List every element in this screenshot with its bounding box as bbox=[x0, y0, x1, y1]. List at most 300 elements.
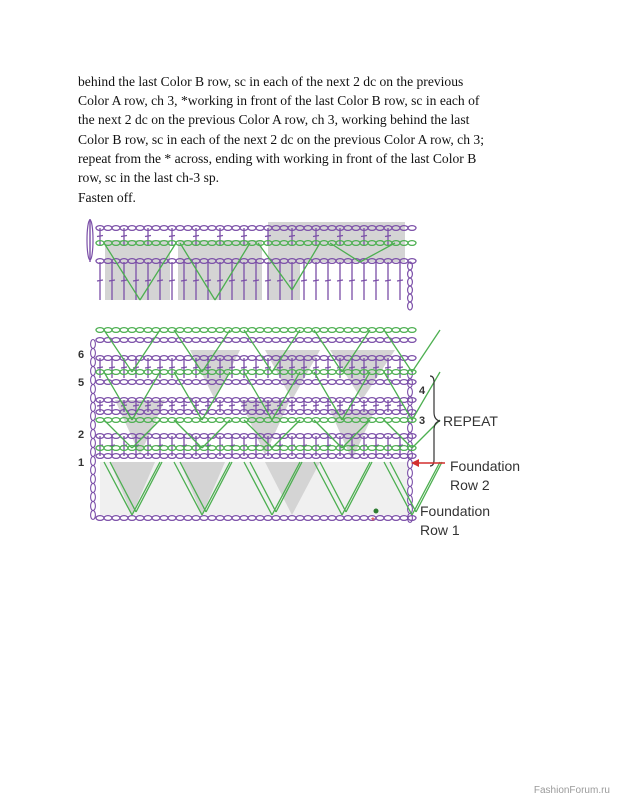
foundation-row-1-label: Foundation bbox=[420, 503, 491, 519]
chain-stitch bbox=[408, 226, 416, 231]
chain-stitch bbox=[104, 410, 112, 415]
chain-stitch bbox=[272, 380, 280, 385]
chain-stitch bbox=[256, 516, 264, 521]
chain-stitch bbox=[296, 398, 304, 403]
chain-stitch bbox=[272, 516, 280, 521]
chain-stitch bbox=[240, 338, 248, 343]
chain-stitch bbox=[232, 338, 240, 343]
stitch-cross bbox=[109, 367, 115, 368]
chain-stitch bbox=[248, 356, 256, 361]
chain-stitch bbox=[280, 454, 288, 459]
stitch-cross bbox=[169, 236, 175, 237]
fasten-off-text: Fasten off. bbox=[78, 190, 136, 205]
chain-stitch bbox=[248, 328, 256, 333]
chain-stitch bbox=[328, 370, 336, 375]
chain-stitch bbox=[208, 410, 216, 415]
stitch-cross bbox=[313, 280, 319, 281]
stitch-cross bbox=[397, 367, 403, 368]
chain-stitch bbox=[91, 403, 96, 412]
chain-stitch bbox=[256, 380, 264, 385]
chain-stitch bbox=[320, 398, 328, 403]
chain-stitch bbox=[296, 434, 304, 439]
chain-stitch bbox=[312, 328, 320, 333]
chain-stitch bbox=[136, 370, 144, 375]
chain-stitch bbox=[91, 367, 96, 376]
chain-stitch bbox=[208, 454, 216, 459]
chain-stitch bbox=[168, 338, 176, 343]
chain-stitch bbox=[184, 446, 192, 451]
chain-stitch bbox=[232, 516, 240, 521]
chain-stitch bbox=[128, 226, 136, 231]
row-number-2: 2 bbox=[78, 429, 85, 441]
chain-stitch bbox=[224, 410, 232, 415]
chain-stitch bbox=[216, 418, 224, 423]
stitch-cross bbox=[97, 367, 103, 368]
stitch-cross bbox=[169, 367, 175, 368]
chain-stitch bbox=[160, 446, 168, 451]
chain-stitch bbox=[392, 370, 400, 375]
chain-stitch bbox=[336, 380, 344, 385]
stitch-cross bbox=[97, 405, 103, 406]
chain-stitch bbox=[152, 454, 160, 459]
chain-stitch bbox=[208, 446, 216, 451]
chain-stitch bbox=[184, 380, 192, 385]
stitch-cross bbox=[97, 236, 103, 237]
chain-stitch bbox=[400, 454, 408, 459]
chain-stitch bbox=[256, 226, 264, 231]
stitch-cross bbox=[325, 405, 331, 406]
chain-stitch bbox=[168, 380, 176, 385]
chain-stitch bbox=[91, 421, 96, 430]
chain-stitch bbox=[112, 338, 120, 343]
chain-stitch bbox=[384, 516, 392, 521]
chain-stitch bbox=[152, 434, 160, 439]
chain-stitch bbox=[176, 446, 184, 451]
chain-stitch bbox=[232, 370, 240, 375]
chain-stitch bbox=[408, 478, 413, 487]
chain-stitch bbox=[320, 418, 328, 423]
chain-stitch bbox=[104, 226, 112, 231]
chain-stitch bbox=[304, 418, 312, 423]
stitch-cross bbox=[157, 367, 163, 368]
chain-stitch bbox=[192, 380, 200, 385]
chain-stitch bbox=[120, 380, 128, 385]
chain-stitch bbox=[352, 328, 360, 333]
chain-stitch bbox=[176, 398, 184, 403]
chain-stitch bbox=[176, 516, 184, 521]
chain-stitch bbox=[400, 446, 408, 451]
stitch-cross bbox=[169, 405, 175, 406]
chain-stitch bbox=[392, 356, 400, 361]
chain-stitch bbox=[296, 446, 304, 451]
stitch-cross bbox=[193, 236, 199, 237]
chain-stitch bbox=[376, 398, 384, 403]
chain-stitch bbox=[152, 446, 160, 451]
chain-stitch bbox=[328, 328, 336, 333]
stitch-cross bbox=[145, 367, 151, 368]
chain-stitch bbox=[304, 516, 312, 521]
chain-stitch bbox=[280, 418, 288, 423]
chain-stitch bbox=[176, 370, 184, 375]
stitch-cross bbox=[373, 405, 379, 406]
chain-stitch bbox=[280, 338, 288, 343]
stitch-cross bbox=[349, 280, 355, 281]
chain-stitch bbox=[336, 328, 344, 333]
chain-stitch bbox=[328, 446, 336, 451]
instruction-line: row, sc in the last ch-3 sp. bbox=[78, 170, 220, 186]
stitch-cross bbox=[385, 405, 391, 406]
chain-stitch bbox=[144, 338, 152, 343]
chain-stitch bbox=[160, 516, 168, 521]
chain-stitch bbox=[176, 418, 184, 423]
chain-stitch bbox=[224, 328, 232, 333]
chain-stitch bbox=[400, 338, 408, 343]
chain-stitch bbox=[408, 460, 413, 469]
instruction-line: Color B row, sc in each of the next 2 dc on the previous Color A row, ch 3; bbox=[78, 131, 484, 147]
stitch-cross bbox=[121, 367, 127, 368]
chain-stitch bbox=[264, 328, 272, 333]
chain-stitch bbox=[320, 356, 328, 361]
chain-stitch bbox=[376, 516, 384, 521]
chain-stitch bbox=[112, 446, 120, 451]
stitch-cross bbox=[289, 405, 295, 406]
chain-stitch bbox=[200, 338, 208, 343]
chain-stitch bbox=[408, 294, 413, 302]
chain-stitch bbox=[272, 328, 280, 333]
stitch-cross bbox=[181, 405, 187, 406]
chain-stitch bbox=[120, 516, 128, 521]
stitch-cross bbox=[337, 280, 343, 281]
chain-stitch bbox=[336, 338, 344, 343]
chain-stitch bbox=[216, 328, 224, 333]
stitch-cross bbox=[301, 405, 307, 406]
chain-stitch bbox=[408, 270, 413, 278]
chain-stitch bbox=[280, 446, 288, 451]
chain-stitch bbox=[104, 516, 112, 521]
chain-stitch bbox=[112, 516, 120, 521]
chain-stitch bbox=[91, 430, 96, 439]
stitch-cross bbox=[313, 405, 319, 406]
chain-stitch bbox=[200, 328, 208, 333]
chain-stitch bbox=[320, 454, 328, 459]
stitch-diagonal bbox=[412, 330, 440, 372]
chain-stitch bbox=[96, 516, 104, 521]
chain-stitch bbox=[216, 516, 224, 521]
foundation-row-1-label: Row 1 bbox=[420, 522, 460, 538]
chain-stitch bbox=[232, 380, 240, 385]
chain-stitch bbox=[176, 454, 184, 459]
chain-stitch bbox=[176, 328, 184, 333]
chain-stitch bbox=[320, 434, 328, 439]
chain-stitch bbox=[184, 454, 192, 459]
instruction-line: repeat from the * across, ending with working in front of the last Color B bbox=[78, 150, 477, 166]
chain-stitch bbox=[264, 380, 272, 385]
stitch-cross bbox=[373, 280, 379, 281]
chain-stitch bbox=[392, 338, 400, 343]
chain-stitch bbox=[136, 516, 144, 521]
chain-stitch bbox=[184, 226, 192, 231]
chain-stitch bbox=[400, 516, 408, 521]
chain-stitch bbox=[192, 328, 200, 333]
chain-stitch bbox=[272, 454, 280, 459]
chain-stitch bbox=[91, 475, 96, 484]
chain-stitch bbox=[400, 328, 408, 333]
chain-stitch bbox=[91, 457, 96, 466]
chain-stitch bbox=[224, 446, 232, 451]
chain-stitch bbox=[232, 398, 240, 403]
chain-stitch bbox=[240, 380, 248, 385]
chain-stitch bbox=[392, 418, 400, 423]
chain-stitch bbox=[336, 516, 344, 521]
chain-stitch bbox=[328, 338, 336, 343]
chain-stitch bbox=[392, 410, 400, 415]
stitch-cross bbox=[337, 405, 343, 406]
chain-stitch bbox=[184, 516, 192, 521]
chain-stitch bbox=[184, 338, 192, 343]
stitch-cross bbox=[361, 405, 367, 406]
chain-stitch bbox=[296, 410, 304, 415]
chain-stitch bbox=[160, 328, 168, 333]
chain-stitch bbox=[368, 434, 376, 439]
chain-stitch bbox=[248, 446, 256, 451]
chain-stitch bbox=[400, 380, 408, 385]
chain-stitch bbox=[392, 446, 400, 451]
chain-stitch bbox=[264, 516, 272, 521]
chain-stitch bbox=[91, 466, 96, 475]
chain-stitch bbox=[328, 454, 336, 459]
chain-stitch bbox=[240, 516, 248, 521]
stitch-cross bbox=[109, 405, 115, 406]
chain-stitch bbox=[120, 338, 128, 343]
chain-stitch bbox=[288, 328, 296, 333]
chain-stitch bbox=[91, 376, 96, 385]
chain-stitch bbox=[224, 454, 232, 459]
chain-stitch bbox=[224, 226, 232, 231]
chain-stitch bbox=[91, 412, 96, 421]
start-marker-icon: * bbox=[371, 516, 375, 527]
chain-stitch bbox=[408, 356, 416, 361]
chain-stitch bbox=[400, 370, 408, 375]
chain-stitch bbox=[104, 446, 112, 451]
chain-stitch bbox=[296, 338, 304, 343]
instruction-line: behind the last Color B row, sc in each of the next 2 dc on the previous bbox=[78, 74, 464, 89]
chain-stitch bbox=[408, 338, 416, 343]
chain-stitch bbox=[176, 410, 184, 415]
chain-stitch bbox=[288, 418, 296, 423]
chain-stitch bbox=[128, 328, 136, 333]
chain-stitch bbox=[208, 338, 216, 343]
chain-stitch bbox=[160, 338, 168, 343]
chain-stitch bbox=[104, 356, 112, 361]
chain-stitch bbox=[232, 328, 240, 333]
chain-stitch bbox=[256, 328, 264, 333]
chain-stitch bbox=[176, 356, 184, 361]
chain-stitch bbox=[264, 338, 272, 343]
chain-stitch bbox=[160, 380, 168, 385]
chart-top-partial bbox=[87, 219, 416, 310]
chain-stitch bbox=[304, 454, 312, 459]
chain-stitch bbox=[91, 448, 96, 457]
chain-stitch bbox=[376, 446, 384, 451]
chain-stitch bbox=[112, 418, 120, 423]
chain-stitch bbox=[200, 454, 208, 459]
chain-stitch bbox=[152, 356, 160, 361]
chain-stitch bbox=[224, 516, 232, 521]
stitch-cross bbox=[229, 405, 235, 406]
chain-stitch bbox=[160, 410, 168, 415]
stitch-cross bbox=[145, 236, 151, 237]
chain-stitch bbox=[184, 370, 192, 375]
chain-stitch bbox=[176, 434, 184, 439]
chain-stitch bbox=[96, 380, 104, 385]
chain-stitch bbox=[128, 380, 136, 385]
stitch-diagonal bbox=[412, 372, 440, 420]
chain-stitch bbox=[112, 328, 120, 333]
chain-stitch bbox=[344, 328, 352, 333]
chain-stitch bbox=[304, 446, 312, 451]
chain-stitch bbox=[91, 493, 96, 502]
chain-stitch bbox=[248, 434, 256, 439]
chain-stitch bbox=[96, 418, 104, 423]
row-number-5: 5 bbox=[78, 377, 85, 389]
chain-stitch bbox=[192, 418, 200, 423]
chain-stitch bbox=[200, 226, 208, 231]
chain-stitch bbox=[200, 434, 208, 439]
chain-stitch bbox=[312, 516, 320, 521]
chain-stitch bbox=[160, 356, 168, 361]
chain-stitch bbox=[376, 410, 384, 415]
chain-stitch bbox=[128, 356, 136, 361]
chain-stitch bbox=[280, 328, 288, 333]
chain-stitch bbox=[112, 410, 120, 415]
chain-stitch bbox=[248, 226, 256, 231]
chain-stitch bbox=[408, 241, 416, 246]
chain-stitch bbox=[256, 338, 264, 343]
chain-stitch bbox=[368, 338, 376, 343]
chain-stitch bbox=[232, 410, 240, 415]
chain-stitch bbox=[160, 454, 168, 459]
chain-stitch bbox=[344, 516, 352, 521]
chain-stitch bbox=[368, 398, 376, 403]
chain-stitch bbox=[360, 516, 368, 521]
chain-stitch bbox=[91, 484, 96, 493]
stitch-cross bbox=[313, 367, 319, 368]
chain-stitch bbox=[144, 328, 152, 333]
chain-stitch bbox=[288, 516, 296, 521]
chain-stitch bbox=[392, 454, 400, 459]
chain-stitch bbox=[360, 328, 368, 333]
chain-stitch bbox=[408, 286, 413, 294]
chain-stitch bbox=[136, 226, 144, 231]
chain-stitch bbox=[408, 424, 413, 433]
stitch-cross bbox=[361, 280, 367, 281]
stitch-cross bbox=[217, 405, 223, 406]
chain-stitch bbox=[96, 328, 104, 333]
chain-stitch bbox=[328, 380, 336, 385]
chain-stitch bbox=[328, 516, 336, 521]
chain-stitch bbox=[91, 502, 96, 511]
chain-stitch bbox=[144, 516, 152, 521]
chain-stitch bbox=[208, 328, 216, 333]
shade-block bbox=[115, 400, 165, 455]
chain-stitch bbox=[320, 516, 328, 521]
chain-stitch bbox=[91, 511, 96, 520]
chain-stitch bbox=[112, 380, 120, 385]
chain-stitch bbox=[232, 454, 240, 459]
chain-stitch bbox=[208, 226, 216, 231]
stitch-cross bbox=[253, 367, 259, 368]
chain-stitch bbox=[136, 328, 144, 333]
chain-stitch bbox=[376, 434, 384, 439]
chain-stitch bbox=[304, 398, 312, 403]
repeat-bracket bbox=[430, 376, 440, 466]
chain-stitch bbox=[91, 385, 96, 394]
chain-stitch bbox=[192, 338, 200, 343]
stitch-cross bbox=[397, 405, 403, 406]
chain-stitch bbox=[408, 278, 413, 286]
chain-stitch bbox=[120, 328, 128, 333]
chain-stitch bbox=[91, 340, 96, 349]
row-number-4: 4 bbox=[419, 385, 426, 397]
chain-stitch bbox=[104, 398, 112, 403]
row-number-3: 3 bbox=[419, 415, 426, 427]
stitch-cross bbox=[121, 236, 127, 237]
stitch-cross bbox=[97, 280, 103, 281]
chain-stitch bbox=[184, 418, 192, 423]
chain-stitch bbox=[280, 516, 288, 521]
chain-stitch bbox=[168, 516, 176, 521]
chain-stitch bbox=[176, 226, 184, 231]
chain-stitch bbox=[136, 380, 144, 385]
chain-stitch bbox=[224, 434, 232, 439]
chain-stitch bbox=[320, 328, 328, 333]
chain-stitch bbox=[112, 356, 120, 361]
chain-stitch bbox=[91, 394, 96, 403]
chain-stitch bbox=[91, 358, 96, 367]
chain-stitch bbox=[352, 338, 360, 343]
chain-stitch bbox=[408, 469, 413, 478]
instruction-line: the next 2 dc on the previous Color A row, ch 3, working behind the last bbox=[78, 112, 470, 128]
chain-stitch bbox=[408, 328, 416, 333]
chain-stitch bbox=[376, 418, 384, 423]
chain-stitch bbox=[96, 338, 104, 343]
chain-stitch bbox=[392, 516, 400, 521]
stitch-diagonal bbox=[104, 330, 132, 372]
chain-stitch bbox=[128, 454, 136, 459]
chain-stitch bbox=[304, 338, 312, 343]
chain-stitch bbox=[136, 338, 144, 343]
row-number-1: 1 bbox=[78, 457, 85, 469]
chain-stitch bbox=[91, 349, 96, 358]
chain-stitch bbox=[160, 418, 168, 423]
foundation-row-2-label: Foundation bbox=[450, 458, 521, 474]
chain-stitch bbox=[232, 434, 240, 439]
chain-stitch bbox=[392, 328, 400, 333]
chain-stitch bbox=[160, 434, 168, 439]
watermark: FashionForum.ru bbox=[533, 785, 610, 796]
chain-stitch bbox=[376, 454, 384, 459]
chain-stitch bbox=[128, 338, 136, 343]
chain-stitch bbox=[408, 487, 413, 496]
chain-stitch bbox=[344, 338, 352, 343]
chain-stitch bbox=[192, 516, 200, 521]
stitch-cross bbox=[217, 236, 223, 237]
chain-stitch bbox=[112, 226, 120, 231]
stitch-cross bbox=[397, 280, 403, 281]
chain-stitch bbox=[408, 302, 413, 310]
chain-stitch bbox=[304, 380, 312, 385]
chain-stitch bbox=[224, 398, 232, 403]
